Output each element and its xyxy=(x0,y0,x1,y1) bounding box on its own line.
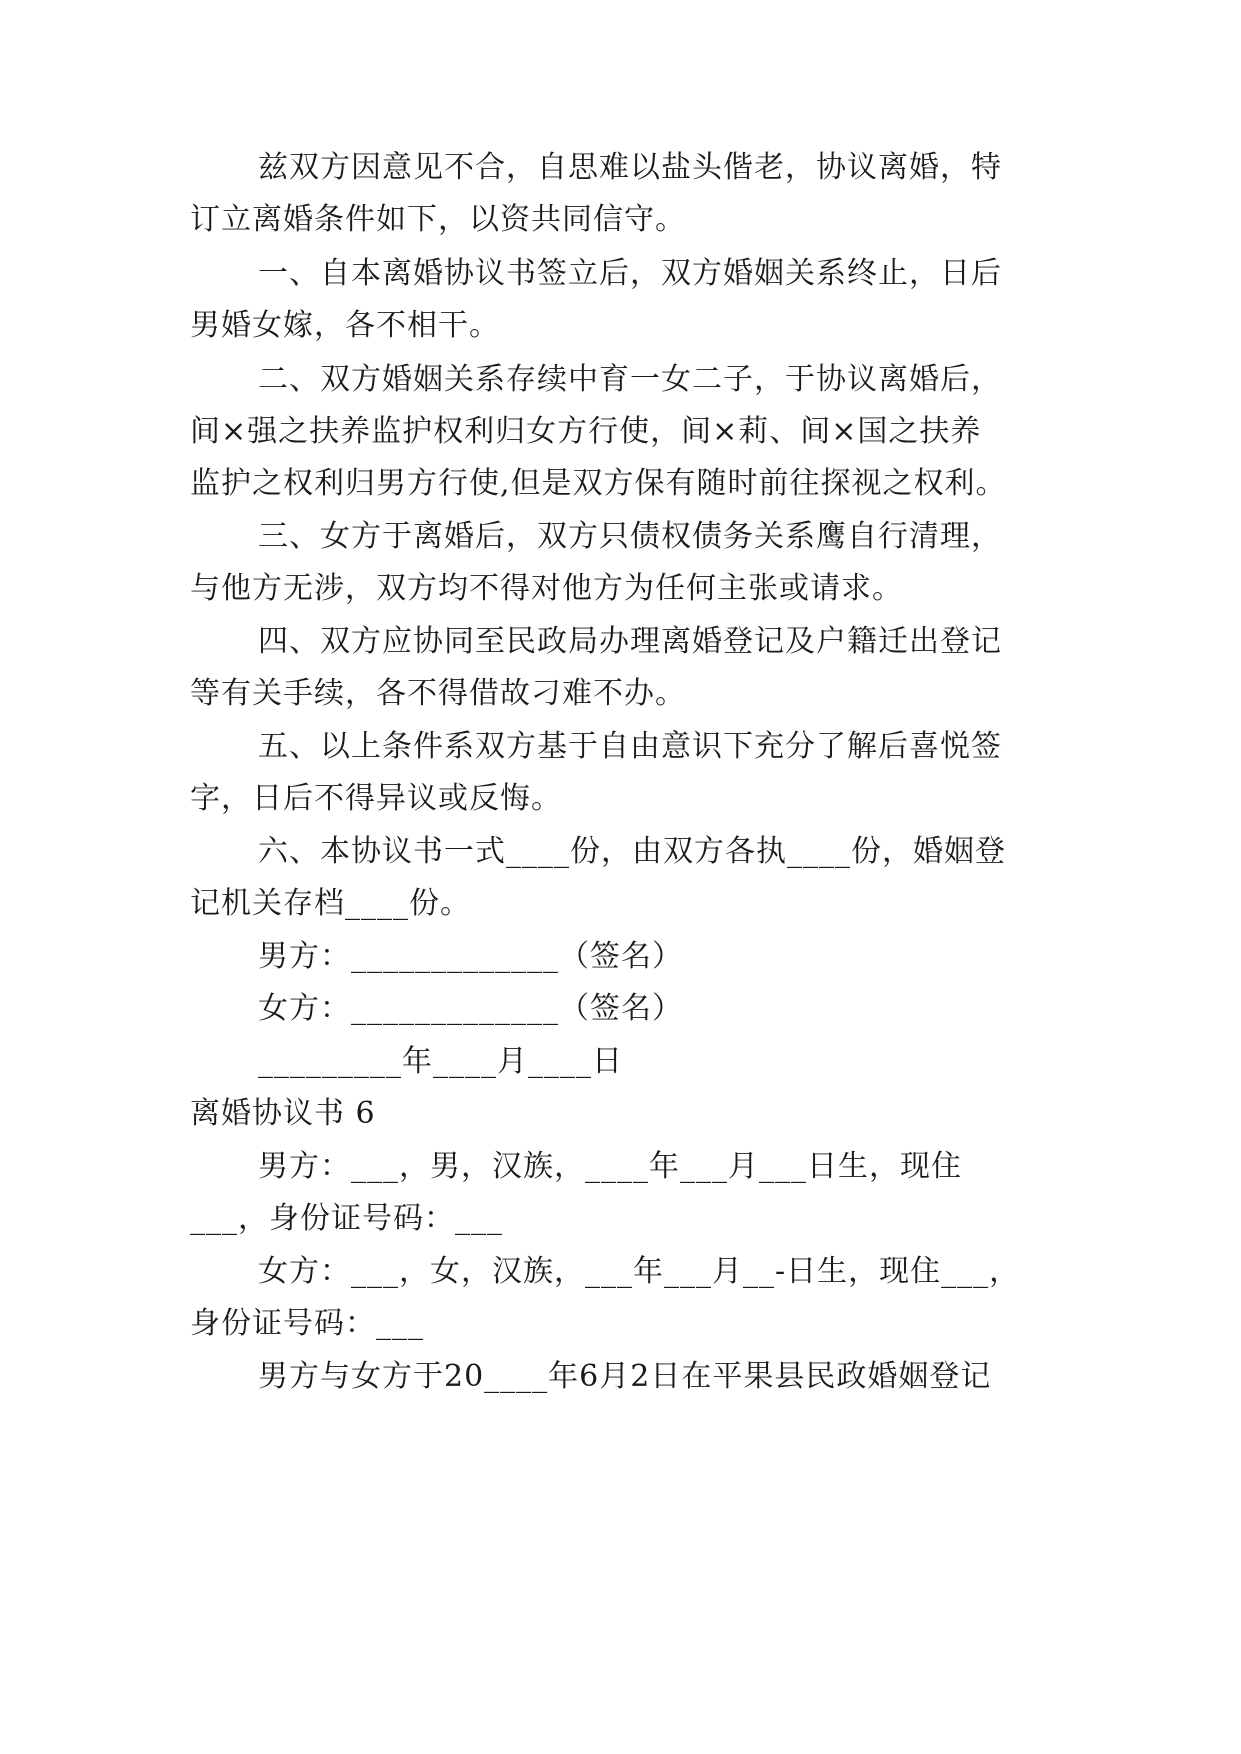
male-info-line-1: 男方：___，男，汉族，____年___月___日生，现住 xyxy=(258,1149,962,1184)
clause-2-line-3: 监护之权利归男方行使,但是双方保有随时前往探视之权利。 xyxy=(190,466,1007,501)
clause-5-line-1: 五、以上条件系双方基于自由意识下充分了解后喜悦签 xyxy=(258,729,1002,764)
clause-2-line-1: 二、双方婚姻关系存续中育一女二子，于协议离婚后， xyxy=(258,362,1002,397)
male-info-line-2: ___，身份证号码：___ xyxy=(190,1201,503,1236)
marriage-registration-line: 男方与女方于20____年6月2日在平果县民政婚姻登记 xyxy=(258,1359,992,1394)
clause-4-line-1: 四、双方应协同至民政局办理离婚登记及户籍迁出登记 xyxy=(258,624,1002,659)
clause-2-line-2: 间×强之扶养监护权利归女方行使，间×莉、间×国之扶养 xyxy=(190,414,982,449)
male-signature-line: 男方：_____________（签名） xyxy=(258,939,683,974)
female-info-line-1: 女方：___，女，汉族，___年___月__-日生，现住___， xyxy=(258,1254,1021,1289)
clause-1-line-1: 一、自本离婚协议书签立后，双方婚姻关系终止，日后 xyxy=(258,256,1002,291)
clause-6-line-2: 记机关存档____份。 xyxy=(190,886,471,921)
clause-3-line-1: 三、女方于离婚后，双方只债权债务关系鹰自行清理， xyxy=(258,519,1002,554)
date-line: _________年____月____日 xyxy=(258,1044,623,1079)
clause-3-line-2: 与他方无涉，双方均不得对他方为任何主张或请求。 xyxy=(190,571,903,606)
female-info-line-2: 身份证号码：___ xyxy=(190,1306,424,1341)
clause-1-line-2: 男婚女嫁，各不相干。 xyxy=(190,308,500,343)
section-heading: 离婚协议书 6 xyxy=(190,1096,376,1131)
clause-5-line-2: 字，日后不得异议或反悔。 xyxy=(190,781,562,816)
paragraph-intro-line-2: 订立离婚条件如下，以资共同信守。 xyxy=(190,202,686,237)
clause-6-line-1: 六、本协议书一式____份，由双方各执____份，婚姻登 xyxy=(258,834,1006,869)
clause-4-line-2: 等有关手续，各不得借故刁难不办。 xyxy=(190,676,686,711)
female-signature-line: 女方：_____________（签名） xyxy=(258,991,683,1026)
paragraph-intro-line-1: 兹双方因意见不合，自思难以盐头偕老，协议离婚，特 xyxy=(258,150,1002,185)
